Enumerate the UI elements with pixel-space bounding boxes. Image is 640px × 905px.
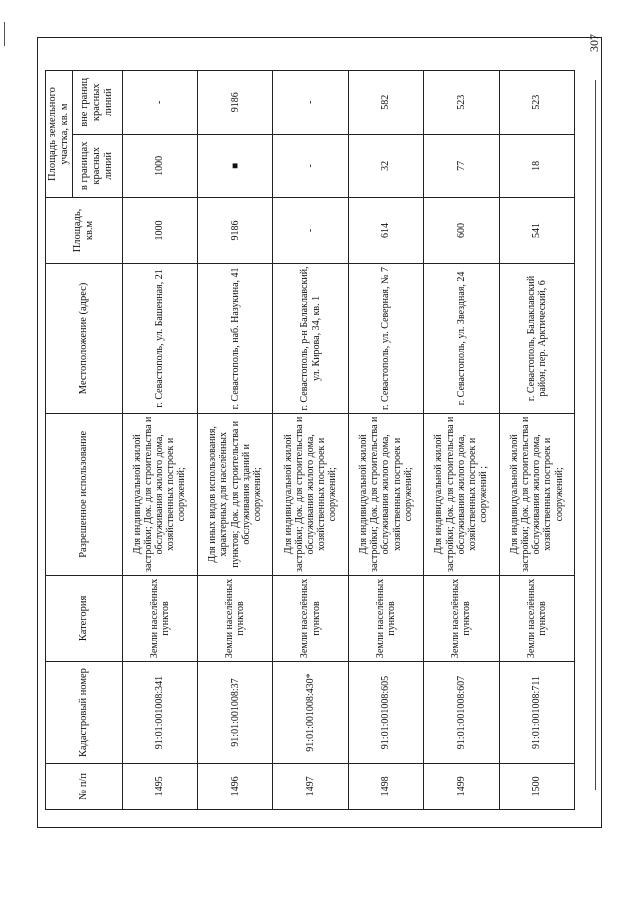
- area-within-red-lines-cell: -: [273, 134, 348, 198]
- table-row: [348, 71, 423, 810]
- area-cell: -: [273, 198, 348, 264]
- category-cell: Земли населённых пунктов: [197, 575, 272, 662]
- area-cell: 9186: [197, 198, 272, 264]
- table-row: [424, 71, 499, 810]
- cadastral-number-cell: 91:01:001008:430*: [273, 662, 348, 764]
- header-within-red-lines: в границах красных линий: [72, 134, 122, 198]
- category-cell: Земли населённых пунктов: [122, 575, 197, 662]
- header-area: Площадь, кв.м: [46, 198, 123, 264]
- category-cell: Земли населённых пунктов: [424, 575, 499, 662]
- permitted-use-cell: Для индивидуальной жилой застройки; Док. для строительства и обслуживания жилого дома, хозяйственных построек и сооружений;: [348, 413, 423, 575]
- area-within-red-lines-cell: 18: [499, 134, 574, 198]
- area-within-red-lines-cell: 1000: [122, 134, 197, 198]
- header-outside-red-lines: вне границ красных линий: [72, 71, 122, 135]
- area-within-red-lines-cell: ■: [197, 134, 272, 198]
- area-cell: 541: [499, 198, 574, 264]
- area-within-red-lines-cell: 32: [348, 134, 423, 198]
- area-outside-red-lines-cell: 523: [499, 71, 574, 135]
- row-number-cell: 1497: [273, 763, 348, 809]
- location-cell: г. Севастополь, р-н Балаклавский, ул. Кирова, 34, кв. 1: [273, 263, 348, 413]
- table-row: [499, 71, 574, 810]
- table-row: [197, 71, 272, 810]
- location-cell: г. Севастополь, ул. Башенная, 21: [122, 263, 197, 413]
- category-cell: Земли населённых пунктов: [273, 575, 348, 662]
- header-cadastral: Кадастровый номер: [46, 662, 123, 764]
- table-row: [273, 71, 348, 810]
- permitted-use-cell: Для индивидуальной жилой застройки; Док. для строительства и обслуживания жилого дома, хозяйственных построек и сооружений;: [499, 413, 574, 575]
- location-cell: г. Севастополь, ул. Северная, № 7: [348, 263, 423, 413]
- area-outside-red-lines-cell: 9186: [197, 71, 272, 135]
- row-number-cell: 1500: [499, 763, 574, 809]
- cadastral-number-cell: 91:01:001008:605: [348, 662, 423, 764]
- cadastral-number-cell: 91:01:001008:341: [122, 662, 197, 764]
- category-cell: Земли населённых пунктов: [499, 575, 574, 662]
- cadastral-number-cell: 91:01:001008:37: [197, 662, 272, 764]
- page-rule: [595, 80, 596, 790]
- row-number-cell: 1495: [122, 763, 197, 809]
- scan-edge-mark: [4, 22, 5, 46]
- permitted-use-cell: Для индивидуальной жилой застройки; Док. для строительства и обслуживания жилого дома, хозяйственных построек и сооружений;: [122, 413, 197, 575]
- area-outside-red-lines-cell: -: [122, 71, 197, 135]
- row-number-cell: 1496: [197, 763, 272, 809]
- permitted-use-cell: Для индивидуальной жилой застройки; Док. для строительства и обслуживания жилого дома, хозяйственных построек и сооружений;: [273, 413, 348, 575]
- permitted-use-cell: Для иных видов использования, характерных для населённых пунктов; Док. для строительства и обслуживания зданий и сооружений;: [197, 413, 272, 575]
- table-row: [122, 71, 197, 810]
- area-outside-red-lines-cell: 582: [348, 71, 423, 135]
- header-category: Категория: [46, 575, 123, 662]
- row-number-cell: 1498: [348, 763, 423, 809]
- location-cell: г. Севастополь, Балаклавский район, пер. Арктический, 6: [499, 263, 574, 413]
- page-number: 307: [587, 34, 601, 52]
- location-cell: г. Севастополь, наб. Назукина, 41: [197, 263, 272, 413]
- land-plots-table: [45, 70, 575, 810]
- cadastral-number-cell: 91:01:001008:607: [424, 662, 499, 764]
- area-outside-red-lines-cell: -: [273, 71, 348, 135]
- area-cell: 600: [424, 198, 499, 264]
- header-location: Местоположение (адрес): [46, 263, 123, 413]
- location-cell: г. Севастополь, ул. Звездная, 24: [424, 263, 499, 413]
- cadastral-number-cell: 91:01:001008:711: [499, 662, 574, 764]
- area-cell: 614: [348, 198, 423, 264]
- area-within-red-lines-cell: 77: [424, 134, 499, 198]
- header-num: № п/п: [46, 763, 123, 809]
- header-permitted-use: Разрешенное использование: [46, 413, 123, 575]
- rotated-table-container: [45, 70, 575, 810]
- table-body: [122, 71, 575, 810]
- header-land-area-group: Площадь земельного участка, кв. м: [46, 71, 73, 198]
- area-outside-red-lines-cell: 523: [424, 71, 499, 135]
- row-number-cell: 1499: [424, 763, 499, 809]
- area-cell: 1000: [122, 198, 197, 264]
- permitted-use-cell: Для индивидуальной жилой застройки; Док. для строительства и обслуживания жилого дома, хозяйственных построек и сооружений ;: [424, 413, 499, 575]
- category-cell: Земли населённых пунктов: [348, 575, 423, 662]
